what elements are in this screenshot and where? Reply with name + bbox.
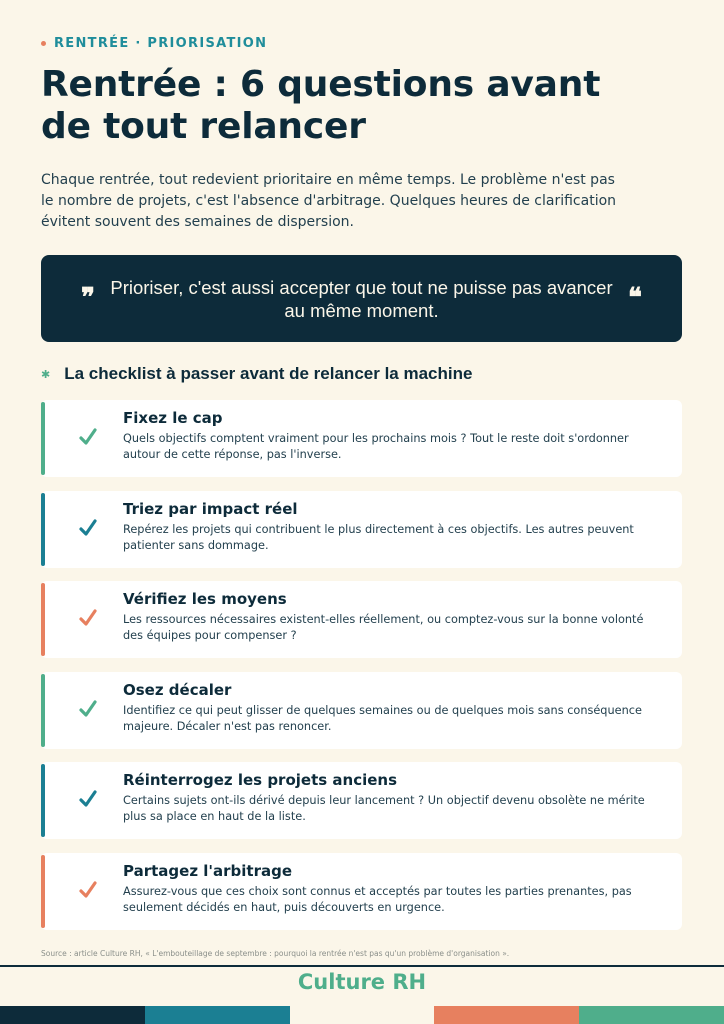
source-note: Source : article Culture RH, « L'embouteillage de septembre : pourquoi la rentrée n'est pas qu'un problème d'organisation ». [41,949,510,958]
check-icon [78,518,98,538]
intro-paragraph: Chaque rentrée, tout redevient prioritaire en même temps. Le problème n'est pas le nombre de projets, c'est l'absence d'arbitrage. Quelques heures de clarification évitent souvent des semaines de dispersion. [41,172,617,230]
check-icon [78,880,98,900]
accent-bar [41,855,45,928]
accent-bar [41,402,45,475]
quote-open-icon: ❞ [81,283,95,313]
checklist-item-title: Fixez le cap [123,409,223,427]
checklist-item-title: Partagez l'arbitrage [123,861,292,880]
stripe [579,1006,724,1024]
kicker [41,36,267,51]
checklist-item [41,853,682,930]
stripe [0,1006,145,1024]
checklist-item-text: Quels objectifs comptent vraiment pour les prochains mois ? Tout le reste doit s'ordonner autour de cette réponse, pas l'inverse. [123,432,629,461]
checklist-item [41,581,682,658]
checklist-item-title: Osez décaler [123,680,232,699]
footer-divider [0,965,724,967]
quote-text: Prioriser, c'est aussi accepter que tout ne puisse pas avancer au même moment. [110,276,613,321]
brand-logo: Culture RH [297,970,427,994]
section-heading [41,364,472,384]
checklist [41,400,682,944]
quote-close-icon: ❝ [628,283,642,313]
checklist-item [41,762,682,839]
checklist-item-text: Certains sujets ont-ils dérivé depuis leur lancement ? Un objectif devenu obsolète ne mérite plus sa place en haut de la liste. [123,794,645,824]
accent-bar [41,764,45,837]
asterisk-icon: ✱ [41,367,51,381]
checklist-item-title: Vérifiez les moyens [123,590,287,609]
page-title: Rentrée : 6 questions avant de tout relancer [41,64,601,147]
check-icon [78,427,98,447]
checklist-item-text: Repérez les projets qui contribuent le plus directement à ces objectifs. Les autres peuvent patienter sans dommage. [123,522,634,552]
check-icon [78,789,98,809]
footer-color-stripes [0,1006,724,1024]
checklist-item-title: Réinterrogez les projets anciens [123,771,398,790]
checklist-item-text: Les ressources nécessaires existent-elles réellement, ou comptez-vous sur la bonne volonté des équipes pour compenser ? [123,613,644,643]
checklist-item [41,400,682,477]
checklist-item-text: Assurez-vous que ces choix sont connus et acceptés par toutes les parties prenantes, pas seulement décidés en haut, puis découverts en urgence. [123,884,632,914]
stripe [145,1006,290,1024]
stripe [290,1006,435,1024]
kicker-dot-icon [41,41,46,46]
checklist-item [41,672,682,749]
quote-box [41,255,682,342]
check-icon [78,699,98,719]
check-icon [78,608,98,628]
accent-bar [41,674,45,747]
checklist-item-title: Triez par impact réel [123,499,298,518]
kicker-text: RENTRÉE · PRIORISATION [54,36,268,51]
stripe [434,1006,579,1024]
accent-bar [41,583,45,656]
checklist-item [41,491,682,568]
accent-bar [41,493,45,566]
checklist-item-text: Identifiez ce qui peut glisser de quelques semaines ou de quelques mois sans conséquence majeure. Décaler n'est pas renoncer. [123,703,642,733]
section-title: La checklist à passer avant de relancer la machine [64,364,473,383]
